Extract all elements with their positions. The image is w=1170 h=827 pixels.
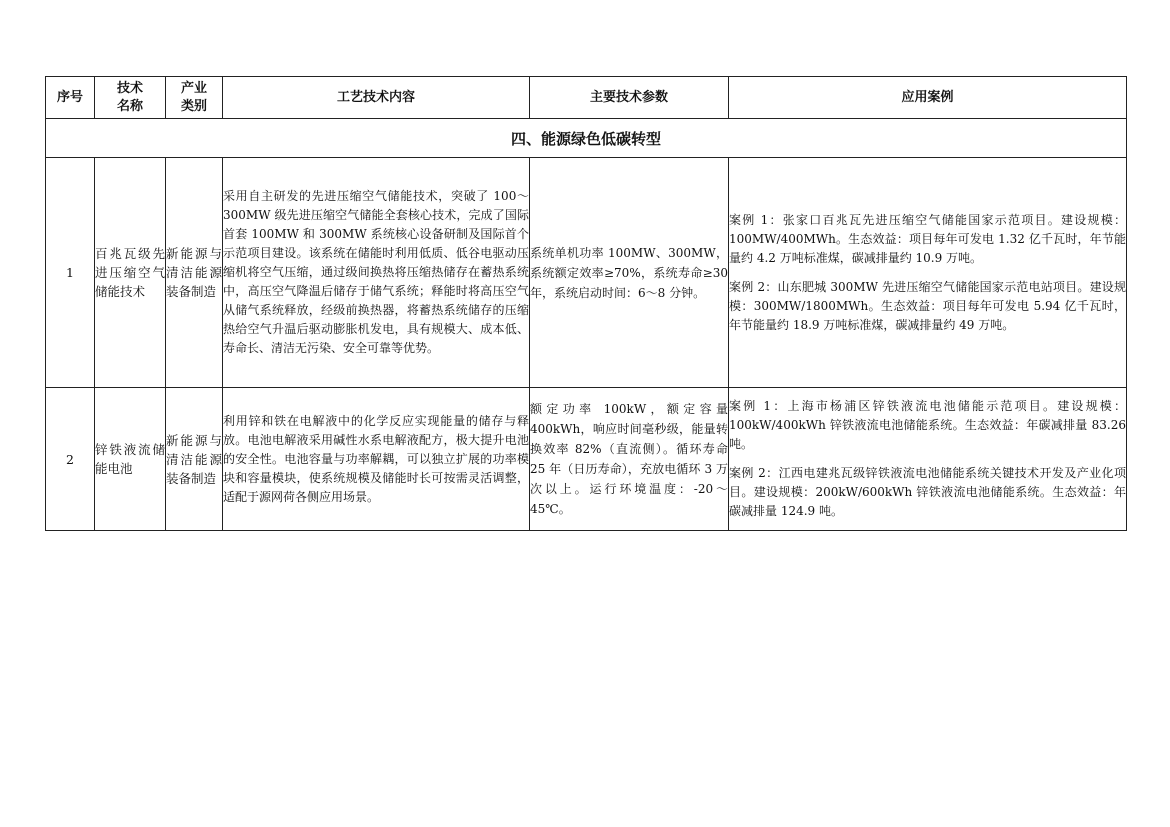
header-params: 主要技术参数 (530, 77, 729, 119)
row-process: 采用自主研发的先进压缩空气储能技术，突破了 100～300MW 级先进压缩空气储能全套核心技术，完成了国际首套 100MW 和 300MW 系统核心设备研制及国际首个示范项目建设。该系统在储能时利用低质、低谷电驱动压缩机将空气压缩，通过级间换热将压缩热储存在蓄热系统中，高压空气降温后储存于储气系统；释能时将高压空气从储气系统释放，经级前换热器，将蓄热系统储存的压缩热给空气升温后驱动膨胀机发电，具有规模大、成本低、寿命长、清洁无污染、安全可靠等优势。 (223, 158, 530, 388)
row-cases (729, 158, 1127, 388)
row-industry: 新能源与清洁能源装备制造 (166, 158, 223, 388)
case-item: 案例 1：张家口百兆瓦先进压缩空气储能国家示范项目。建设规模：100MW/400MWh。生态效益：项目每年可发电 1.32 亿千瓦时，年节能量约 4.2 万吨标准煤，碳减排量约 10.9 万吨。 (729, 212, 1126, 265)
technology-table (45, 76, 1127, 531)
row-industry: 新能源与清洁能源装备制造 (166, 388, 223, 531)
row-params: 额定功率 100kW，额定容量 400kWh，响应时间毫秒级，能量转换效率 82%（直流侧）。循环寿命 25 年（日历寿命），充放电循环 3 万次以上。运行环境温度：-20～45℃。 (530, 388, 729, 531)
case-item: 案例 1：上海市杨浦区锌铁液流电池储能示范项目。建设规模：100kW/400kWh 锌铁液流电池储能系统。生态效益：年碳减排量 83.26 吨。 (729, 399, 1126, 451)
header-industry (166, 77, 223, 119)
section-row (46, 119, 1127, 158)
row-tech-name: 百兆瓦级先进压缩空气储能技术 (95, 158, 166, 388)
row-index: 1 (46, 158, 95, 388)
row-cases (729, 388, 1127, 531)
row-process: 利用锌和铁在电解液中的化学反应实现能量的储存与释放。电池电解液采用碱性水系电解液配方，极大提升电池的安全性。电池容量与功率解耦，可以独立扩展的功率模块和容量模块，使系统规模及储能时长可按需灵活调整，适配于源网荷各侧应用场景。 (223, 388, 530, 531)
case-item: 案例 2：江西电建兆瓦级锌铁液流电池储能系统关键技术开发及产业化项目。建设规模：200kW/600kWh 锌铁液流电池储能系统。生态效益：年碳减排量 124.9 吨。 (729, 466, 1126, 518)
header-tech-name-text: 技术 名称 (116, 80, 143, 114)
section-title: 四、能源绿色低碳转型 (46, 119, 1127, 158)
table-row (46, 388, 1127, 531)
header-process: 工艺技术内容 (223, 77, 530, 119)
table-row (46, 158, 1127, 388)
row-params: 系统单机功率 100MW、300MW，系统额定效率≥70%，系统寿命≥30 年，系统启动时间：6～8 分钟。 (530, 158, 729, 388)
table-header-row (46, 77, 1127, 119)
row-tech-name: 锌铁液流储能电池 (95, 388, 166, 531)
row-index: 2 (46, 388, 95, 531)
header-index: 序号 (46, 77, 95, 119)
case-item: 案例 2：山东肥城 300MW 先进压缩空气储能国家示范电站项目。建设规模：300MW/1800MWh。生态效益：项目每年可发电 5.94 亿千瓦时，年节能量约 18.9 万吨标准煤，碳减排量约 49 万吨。 (729, 279, 1126, 332)
header-tech-name (95, 77, 166, 119)
header-cases: 应用案例 (729, 77, 1127, 119)
header-industry-text: 产业 类别 (180, 80, 207, 114)
